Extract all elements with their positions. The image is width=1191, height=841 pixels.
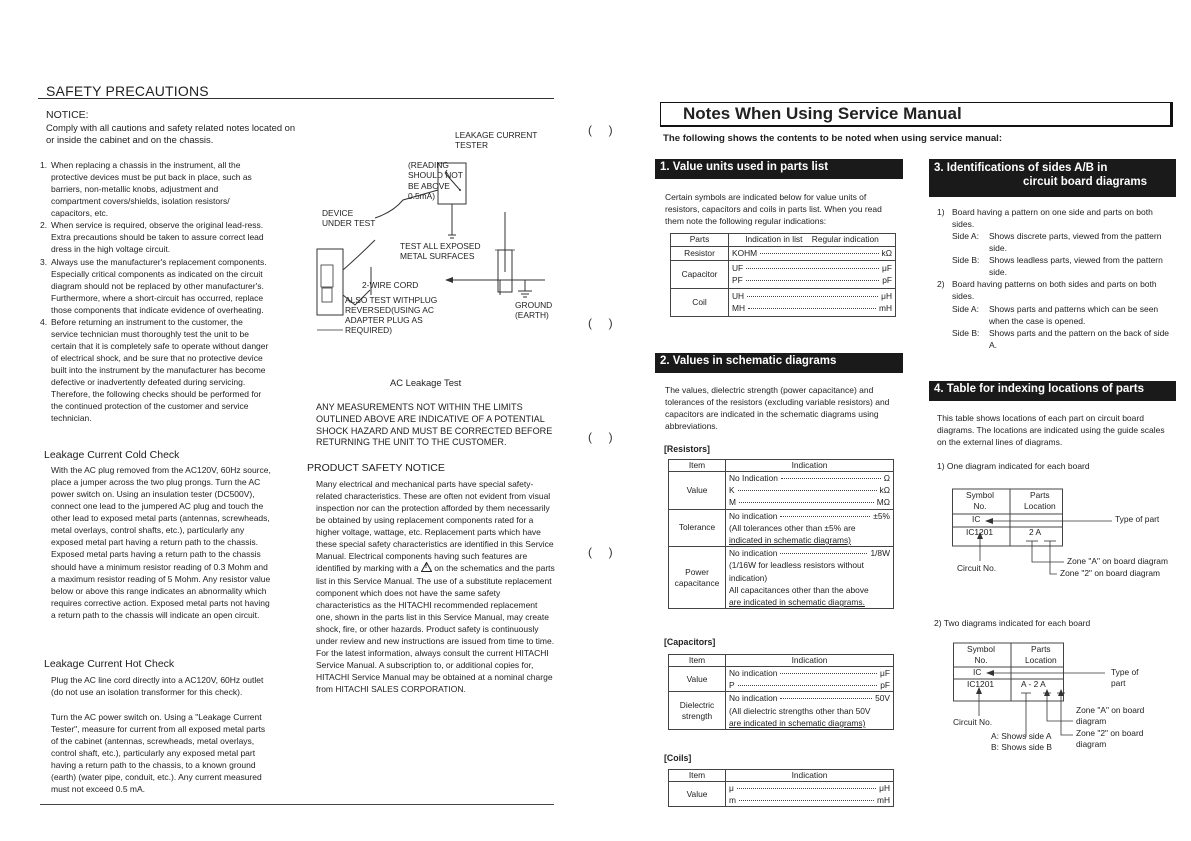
title-rule [38,98,554,99]
side-legend: A: Shows side A B: Shows side B [991,731,1052,753]
table-cell: Power capacitance [669,547,726,609]
circuit-no-label: Circuit No. [957,563,997,573]
table-row: No indication μF P pF [726,667,894,692]
table-header: Item [669,770,726,782]
table-row: UH μH MH mH [729,289,896,317]
list-item: 3. Always use the manufacturer's replacement components. Especially critical components as indicated on the circuit diagram should not be replaced by other manufacturer's. Furthermore, where a short-circuit has occurred, replace those components that indicate evidence of overheating. [40,256,267,315]
section-2-title: 2. Values in schematic diagrams [655,353,903,373]
section-3-title: 3. Identifications of sides A/B in circuit board diagrams [929,159,1176,197]
device-label: DEVICE UNDER TEST [322,208,376,229]
index-diagram-2 [953,641,1183,761]
warning-triangle-icon: ! [421,562,432,572]
zone-a-label: Zone "A" on board diagram [1076,705,1145,726]
section-1-title: 1. Value units used in parts list [655,159,903,179]
section-4-title: 4. Table for indexing locations of parts [929,381,1176,401]
tester-label: LEAKAGE CURRENT TESTER [455,130,538,151]
precaution-list [40,159,270,424]
coils-label: [Coils] [664,753,692,763]
table-header: Item [669,655,726,667]
table-header: Indication [726,770,894,782]
table-cell: Tolerance [669,509,726,547]
manual-subtitle: The following shows the contents to be noted when using service manual: [663,133,1003,144]
ic1201-label: IC1201 [967,679,995,689]
table-cell: Value [669,667,726,692]
zone-a-label: Zone "A" on board diagram [1067,556,1168,566]
reading-label: (READING SHOULD NOT BE ABOVE 0.5mA) [408,160,463,201]
binding-mark: ( ) [588,123,613,137]
product-safety-text: Many electrical and mechanical parts have special safety-related characteristics. These are often not evident from visual inspection nor can the protection afforded by them necessarily be obtained by using replacement components rated for a higher voltage, wattage, etc. Replacement parts which have these special safety characteristics are identified in this Service Manual. Electrical components having such features are identified by marking with a ! on the schematics and the parts list in this Service Manual. The use of a substitute replacement component which does not have the same safety characteristics as the HITACHI recommended replacement one, shown in the parts list in this Service Manual, may create shock, fire, or other hazards. Product safety is continuously under review and new instructions are issued from time to time. For the latest information, always consult the current HITACHI Service Manual. A subscription to, or additional copies for, HITACHI Service Manual may be obtained at a nominal charge from HITACHI SALES CORPORATION. [316,479,555,695]
table-cell: Value [669,472,726,510]
warning-text: ANY MEASUREMENTS NOT WITHIN THE LIMITS OUTLINED ABOVE ARE INDICATIVE OF A POTENTIAL SHOCK HAZARD AND MUST BE CORRECTED BEFORE RETURNING THE UNIT TO THE CUSTOMER. [316,402,553,448]
table-header: Parts [671,234,729,247]
table-cell: Resistor [671,247,729,261]
ic-label: IC [972,514,981,524]
table-header: Item [669,460,726,472]
sides-list [937,206,1175,351]
parts-location-header: Parts Location [1025,644,1057,665]
hot-check-text-1: Plug the AC line cord directly into a AC120V, 60Hz outlet (do not use an isolation transformer for this check). [51,675,264,698]
type-of-part-label: Type of part [1111,667,1139,688]
symbol-no-header: Symbol No. [966,490,994,511]
leakage-test-diagram [315,130,555,345]
capacitors-table [668,654,894,730]
test-exposed-label: TEST ALL EXPOSED METAL SURFACES [400,241,481,262]
zone-2-label: Zone "2" on board diagram [1060,568,1160,578]
hot-check-text-2: Turn the AC power switch on. Using a "Leakage Current Tester", measure for current from all exposed metal parts of the cabinet (antennas, screwheads, metal overlays, control shaft, etc.), particularly any exposed metal part having a return path to the chassis, to a known ground (earth) (water pipe, conduit, etc.). Any current measured must not exceed 0.5 mA. [51,712,266,795]
table-cell: Dielectric strength [669,692,726,730]
symbol-no-header: Symbol No. [967,644,995,665]
ground-label: GROUND (EARTH) [515,300,553,321]
section-2-text: The values, dielectric strength (power capacitance) and tolerances of the resistors (excluding variable resistors) and capacitors are indicated in the schematic diagrams using abbreviations. [665,385,890,432]
section-4-text: This table shows locations of each part on circuit board diagrams. The locations are indicated using the guide scales on the external lines of diagrams. [937,413,1165,448]
type-of-part-label: Type of part [1115,514,1160,524]
list-item: 1) Board having a pattern on one side and parts on both sides. [937,207,1153,230]
list-item: 4. Before returning an instrument to the customer, the service technician must thoroughly test the unit to be certain that it is completely safe to operate without danger of electrical shock, and be sure that no protective device built into the instrument by the manufacturer has become defective or inadvertently defeated during servicing. Therefore, the following checks should be performed for the continued protection of the customer and service technician. [40,316,269,424]
list-item: 1. When replacing a chassis in the instrument, all the protective devices must be put back in place, such as barriers, non-metallic knobs, adjustment and compartment covers/shields, isolation resistors/ capacitors, etc. [40,160,252,219]
capacitors-label: [Capacitors] [664,637,716,647]
bottom-rule [40,804,554,805]
also-test-label: ALSO TEST WITHPLUG REVERSED(USING AC ADAPTER PLUG AS REQUIRED) [345,295,438,336]
ic-label: IC [973,667,982,677]
table-row: μ μH m mH [726,782,894,807]
table-cell: Capacitor [671,261,729,289]
hot-check-heading: Leakage Current Hot Check [44,658,175,670]
table-row: KOHM kΩ [729,247,896,261]
table-header: Indication in list Regular indication [729,234,896,247]
section-1-text: Certain symbols are indicated below for value units of resistors, capacitors and coils in parts list. When you read them note the following regular indications: [665,192,882,227]
table-row: No Indication Ω K kΩ M MΩ [726,472,894,510]
notice-text: Comply with all cautions and safety related notes located on or inside the cabinet and on the chassis. [46,122,296,146]
table-header: Indication [726,460,894,472]
ic1201-label: IC1201 [966,527,994,537]
diagram-1-heading: 1) One diagram indicated for each board [937,461,1090,471]
table-header: Indication [726,655,894,667]
wire-label: 2-WIRE CORD [362,280,419,290]
list-item: 2. When service is required, observe the original lead-ress. Extra precautions should be taken to assure correct lead dress in the high voltage circuit. [40,220,264,255]
table-row: No indication ±5% (All tolerances other than ±5% are indicated in schematic diagrams) [726,509,894,547]
coils-table [668,769,894,807]
table-row: UF μF PF pF [729,261,896,289]
table-cell: Coil [671,289,729,317]
units-table [670,233,896,317]
table-row: No indication 1/8W (1/16W for leadless resistors without indication) All capacitances other than the above are indicated in schematic diagrams. [726,547,894,609]
resistors-table [668,459,894,609]
manual-title: Notes When Using Service Manual [660,102,1173,127]
parts-location-header: Parts Location [1024,490,1056,511]
list-item: 2) Board having patterns on both sides and parts on both sides. [937,279,1157,302]
product-safety-heading: PRODUCT SAFETY NOTICE [307,462,445,474]
zone-2-label: Zone "2" on board diagram [1076,728,1144,749]
index-diagram-1 [952,486,1182,586]
table-row: No indication 50V (All dielectric strengths other than 50V are indicated in schematic diagrams) [726,692,894,730]
location-value: A - 2 A [1021,679,1046,689]
location-value: 2 A [1029,527,1042,537]
binding-mark: ( ) [588,430,613,444]
binding-mark: ( ) [588,545,613,559]
circuit-no-label: Circuit No. [953,717,993,727]
list-item: Side A: Shows discrete parts, viewed from the pattern side. Side B: Shows leadless parts, viewed from the pattern side. [952,231,1163,278]
cold-check-heading: Leakage Current Cold Check [44,449,180,461]
diagram-caption: AC Leakage Test [390,377,462,388]
page-title: SAFETY PRECAUTIONS [46,83,209,99]
diagram-2-heading: 2) Two diagrams indicated for each board [934,618,1091,628]
resistors-label: [Resistors] [664,444,710,454]
notice-label: NOTICE: [46,109,89,121]
binding-mark: ( ) [588,316,613,330]
list-item: Side A: Shows parts and patterns which can be seen when the case is opened. Side B: Shows parts and the pattern on the back of side A. [952,303,1170,350]
table-cell: Value [669,782,726,807]
cold-check-text: With the AC plug removed from the AC120V, 60Hz source, place a jumper across the two plug prongs. Turn the AC power switch on. Using an insulation tester (DC500V), connect one lead to the jumpered AC plug and touch the other lead to exposed metal parts (antennas, screwheads, metal overlays, control shafts, etc.), particularly any exposed metal part having a return path to the chassis. Exposed metal parts having a return path to the chassis should have a minimum resistor reading of 0.3 Mohm and a maximum resistor reading of 5 Mohm. Any resistor value below or above this range indicates an abnormality which requires corrective action. Exposed metal parts not having a return path to the chassis will indicate an open circuit. [51,465,271,620]
